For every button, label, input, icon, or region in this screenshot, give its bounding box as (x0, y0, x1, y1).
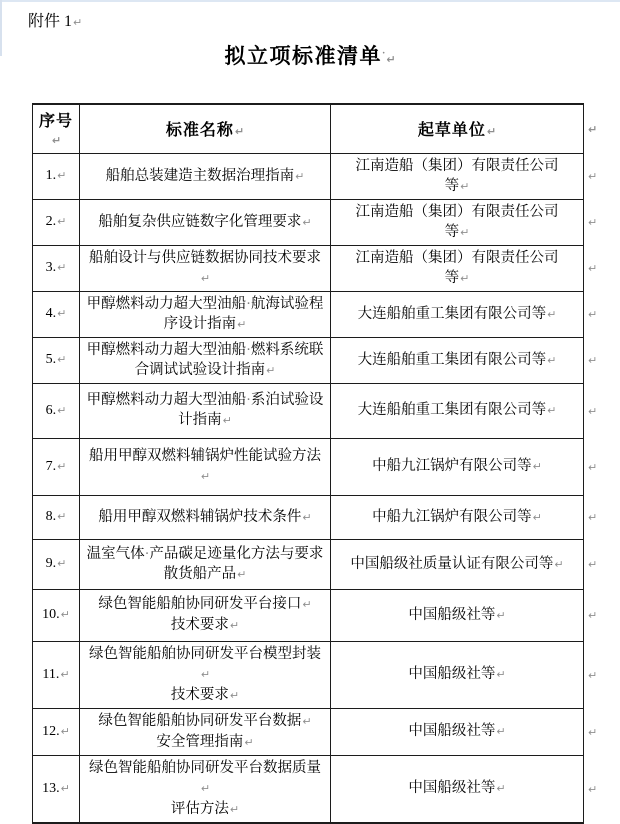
row-end-mark-icon: ↵ (588, 404, 598, 418)
row-end-mark-cell (584, 641, 606, 708)
text-line: 中国船级社质量认证有限公司等 (350, 555, 554, 572)
paragraph-mark-icon: ↵ (302, 215, 312, 229)
row-end-mark-cell (584, 755, 606, 823)
paragraph-mark-icon: ↵ (496, 782, 506, 795)
text-line: 合调试试验设计指南 (134, 361, 266, 378)
paragraph-mark-icon: ↵ (222, 414, 232, 427)
paragraph-mark-icon: ↵ (60, 724, 70, 738)
paragraph-mark-icon: ↵ (547, 353, 557, 367)
row-number-cell: 3.↵ (33, 245, 80, 291)
document-title (0, 40, 620, 70)
row-end-mark-cell (584, 153, 606, 199)
text-line: 等 (444, 177, 460, 194)
space-mark-icon: · (144, 545, 150, 562)
paragraph-mark-icon: ↵ (266, 363, 276, 377)
table-header (33, 104, 606, 153)
text-line: 中国船级社等 (408, 606, 496, 623)
paragraph-mark-icon: ↵ (57, 403, 67, 417)
row-number-cell: 5.↵ (33, 337, 80, 383)
paragraph-mark-icon: ↵ (486, 125, 497, 139)
text-line: 船舶复杂供应链数字化管理要求 (98, 213, 302, 230)
row-end-mark-icon: ↵ (588, 725, 598, 739)
paragraph-mark-icon: ↵ (57, 215, 67, 228)
header-cell-org: 起草单位↵ (331, 104, 584, 153)
paragraph-mark-icon: ↵ (496, 725, 506, 738)
row-number-cell: 10.↵ (33, 589, 80, 641)
row-number-cell: 13.↵ (33, 755, 80, 823)
text-line: 绿色智能船舶协同研发平台数据质量 (89, 759, 321, 776)
drafting-unit-cell (331, 199, 584, 245)
text-line: 大连船舶重工集团有限公司等 (357, 402, 547, 418)
row-end-mark-cell (584, 291, 606, 337)
drafting-unit-cell (331, 291, 584, 337)
drafting-unit-cell (331, 438, 584, 495)
row-end-mark-icon: ↵ (588, 511, 598, 524)
space-mark-icon: · (246, 392, 251, 408)
table-row (33, 641, 606, 708)
row-end-mark-cell (584, 245, 606, 291)
table-row (33, 291, 606, 337)
row-end-mark-cell (584, 438, 606, 495)
paragraph-mark-icon: ↵ (532, 510, 542, 524)
text-line: 甲醇燃料动力超大型油船·系泊试验设 (86, 392, 324, 408)
paragraph-mark-icon: ↵ (57, 353, 67, 366)
drafting-unit-cell (331, 708, 584, 755)
row-number-cell: 8.↵ (33, 495, 80, 539)
text-line: 散货船产品 (163, 565, 237, 582)
text-line: 安全管理指南 (156, 733, 244, 750)
text-line: 船舶设计与供应链数据协同技术要求 (89, 249, 321, 266)
row-end-mark-cell (584, 589, 606, 641)
text-line: 大连船舶重工集团有限公司等 (357, 351, 547, 368)
paragraph-mark-icon: ↵ (234, 125, 245, 139)
text-line: 中国船级社等 (408, 780, 496, 796)
table-row (33, 153, 606, 199)
paragraph-mark-icon: ↵ (57, 307, 67, 320)
paragraph-mark-icon: ↵ (460, 271, 470, 285)
table-row (33, 245, 606, 291)
text-line: 技术要求 (170, 686, 229, 703)
paragraph-mark-icon: ↵ (200, 470, 211, 483)
paragraph-mark-icon: ↵ (57, 169, 67, 182)
table-row (33, 495, 606, 539)
row-end-mark-cell (584, 104, 606, 153)
paragraph-mark-icon: ↵ (200, 781, 211, 795)
row-end-mark-cell (584, 708, 606, 755)
row-end-mark-icon: ↵ (588, 354, 598, 367)
paragraph-mark-icon: ↵ (244, 735, 254, 749)
paragraph-mark-icon: ↵ (200, 667, 211, 681)
row-end-mark-cell (584, 199, 606, 245)
paragraph-mark-icon: ↵ (295, 169, 305, 183)
header-cell-no: 序号↵ (33, 104, 80, 153)
drafting-unit-cell (331, 495, 584, 539)
row-number-cell: 11.↵ (33, 641, 80, 708)
row-end-mark-cell (584, 383, 606, 438)
standard-name-cell (80, 383, 331, 438)
row-number-cell: 7.↵ (33, 438, 80, 495)
paragraph-mark-icon: ↵ (496, 668, 506, 681)
row-number-cell: 9.↵ (33, 539, 80, 589)
header-cell-name: 标准名称↵ (80, 104, 331, 153)
paragraph-mark-icon: ↵ (460, 179, 470, 193)
paragraph-mark-icon: ↵ (386, 53, 396, 66)
text-line: 等 (444, 223, 460, 240)
row-end-mark-icon: ↵ (588, 308, 598, 321)
paragraph-mark-icon: ↵ (57, 459, 67, 473)
row-number-cell: 1.↵ (33, 153, 80, 199)
paragraph-mark-icon: ↵ (73, 16, 83, 29)
table-row (33, 708, 606, 755)
standard-name-cell (80, 291, 331, 337)
standard-name-cell (80, 337, 331, 383)
row-number-cell: 4.↵ (33, 291, 80, 337)
row-end-mark-icon: ↵ (588, 668, 598, 682)
paragraph-mark-icon: ↵ (229, 688, 240, 702)
paragraph-mark-icon: ↵ (554, 557, 564, 571)
table-row (33, 589, 606, 641)
drafting-unit-cell (331, 755, 584, 823)
space-mark-icon: · (246, 341, 251, 358)
row-number-cell: 2.↵ (33, 199, 80, 245)
paragraph-mark-icon: ↵ (60, 667, 70, 681)
document-title-text: 拟立项标准清单 (224, 44, 382, 68)
paragraph-mark-icon: ↵ (229, 619, 240, 632)
standard-name-cell (80, 539, 331, 589)
row-number-cell: 12.↵ (33, 708, 80, 755)
paragraph-mark-icon: ↵ (57, 557, 67, 570)
space-mark-icon: · (381, 48, 386, 59)
row-end-mark-cell (584, 337, 606, 383)
paragraph-mark-icon: ↵ (200, 271, 211, 285)
text-line: 中国船级社等 (408, 666, 496, 682)
table-row (33, 539, 606, 589)
standard-name-cell (80, 245, 331, 291)
text-line: 温室气体·产品碳足迹量化方法与要求 (86, 545, 324, 562)
table-header-row (33, 104, 606, 153)
text-line: 甲醇燃料动力超大型油船·航海试验程 (86, 295, 324, 312)
row-end-mark-icon: ↵ (588, 122, 598, 136)
text-line: 船用甲醇双燃料辅锅炉性能试验方法 (89, 448, 321, 464)
paragraph-mark-icon: ↵ (237, 317, 247, 331)
row-number-cell: 6.↵ (33, 383, 80, 438)
table-row (33, 438, 606, 495)
text-line: 船用甲醇双燃料辅锅炉技术条件 (98, 508, 302, 525)
text-line: 大连船舶重工集团有限公司等 (357, 305, 547, 322)
standard-name-cell (80, 589, 331, 641)
row-end-mark-icon: ↵ (588, 782, 598, 796)
table-row (33, 755, 606, 823)
text-line: 计指南 (178, 412, 222, 428)
attachment-label-text: 附件 1 (28, 13, 73, 30)
text-line: 中船九江锅炉有限公司等 (372, 458, 532, 474)
table-row (33, 337, 606, 383)
row-end-mark-icon: ↵ (588, 170, 598, 183)
row-end-mark-icon: ↵ (588, 460, 598, 474)
text-line: 绿色智能船舶协同研发平台模型封装 (89, 645, 321, 662)
standard-name-cell (80, 438, 331, 495)
standard-name-cell (80, 641, 331, 708)
text-line: 江南造船（集团）有限责任公司 (355, 249, 559, 266)
standard-name-cell (80, 153, 331, 199)
standard-name-cell (80, 755, 331, 823)
row-end-mark-icon: ↵ (588, 216, 598, 229)
row-end-mark-icon: ↵ (588, 262, 598, 275)
paragraph-mark-icon: ↵ (302, 714, 312, 728)
page-edge-top (0, 0, 620, 2)
drafting-unit-cell (331, 539, 584, 589)
paragraph-mark-icon: ↵ (547, 307, 557, 321)
table-body (33, 153, 606, 823)
text-line: 序设计指南 (163, 315, 237, 332)
text-line: 江南造船（集团）有限责任公司 (355, 203, 559, 220)
row-end-mark-icon: ↵ (588, 558, 598, 571)
paragraph-mark-icon: ↵ (302, 598, 312, 611)
table-row (33, 199, 606, 245)
paragraph-mark-icon: ↵ (496, 608, 506, 622)
paragraph-mark-icon: ↵ (60, 781, 70, 795)
standard-name-cell (80, 708, 331, 755)
table-row (33, 383, 606, 438)
row-end-mark-cell (584, 495, 606, 539)
paragraph-mark-icon: ↵ (57, 510, 67, 523)
paragraph-mark-icon: ↵ (229, 802, 240, 816)
attachment-label (28, 8, 82, 31)
paragraph-mark-icon: ↵ (460, 225, 470, 239)
standard-name-cell (80, 495, 331, 539)
drafting-unit-cell (331, 337, 584, 383)
standard-name-cell (80, 199, 331, 245)
text-line: 船舶总装建造主数据治理指南 (105, 167, 295, 184)
paragraph-mark-icon: ↵ (237, 567, 247, 581)
text-line: 绿色智能船舶协同研发平台数据 (98, 712, 302, 729)
paragraph-mark-icon: ↵ (302, 510, 312, 524)
paragraph-mark-icon: ↵ (547, 404, 557, 417)
space-mark-icon: · (246, 295, 251, 312)
drafting-unit-cell (331, 245, 584, 291)
drafting-unit-cell (331, 641, 584, 708)
paragraph-mark-icon: ↵ (60, 608, 70, 621)
drafting-unit-cell (331, 153, 584, 199)
drafting-unit-cell (331, 383, 584, 438)
text-line: 绿色智能船舶协同研发平台接口 (98, 596, 302, 612)
text-line: 甲醇燃料动力超大型油船·燃料系统联 (86, 341, 324, 358)
text-line: 中船九江锅炉有限公司等 (372, 508, 532, 525)
row-end-mark-cell (584, 539, 606, 589)
row-end-mark-icon: ↵ (588, 609, 598, 622)
text-line: 江南造船（集团）有限责任公司 (355, 157, 559, 174)
drafting-unit-cell (331, 589, 584, 641)
paragraph-mark-icon: ↵ (532, 460, 542, 473)
text-line: 技术要求 (170, 617, 229, 633)
text-line: 中国船级社等 (408, 723, 496, 739)
paragraph-mark-icon: ↵ (57, 261, 67, 274)
text-line: 评估方法 (170, 800, 229, 817)
standards-table (32, 103, 606, 824)
paragraph-mark-icon: ↵ (51, 134, 62, 148)
text-line: 等 (444, 269, 460, 286)
